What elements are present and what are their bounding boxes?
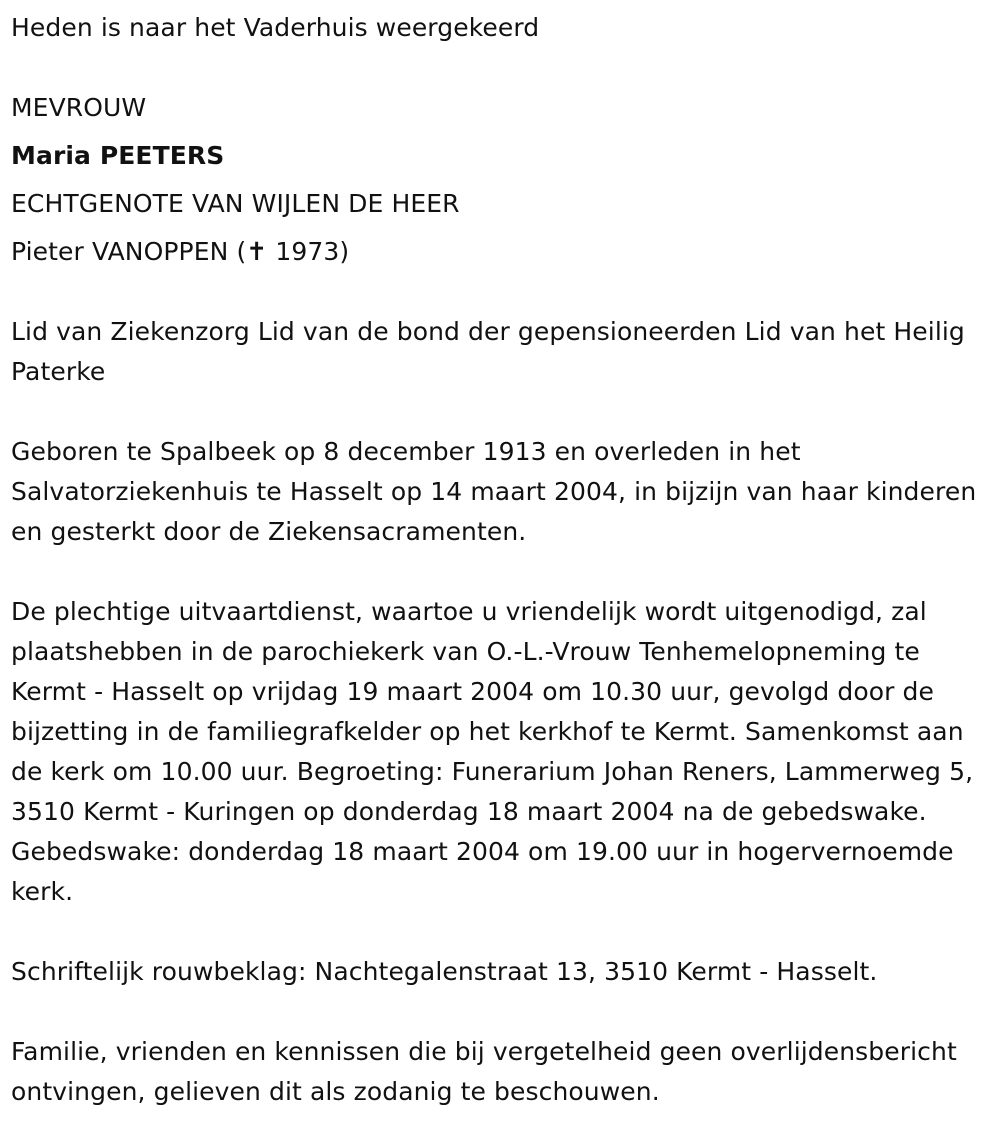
closing-paragraph: Familie, vrienden en kennissen die bij vergetelheid geen overlijdensbericht ontvingen, gelieven dit als zodanig te beschouwen. <box>11 1037 957 1106</box>
relation-text: ECHTGENOTE VAN WIJLEN DE HEER <box>11 189 460 218</box>
funeral-paragraph: De plechtige uitvaartdienst, waartoe u vriendelijk wordt uitgenodigd, zal plaatshebben in de parochiekerk van O.-L.-Vrouw Tenhemelopneming te Kermt - Hasselt op vrijdag 19 maart 2004 om 10.30 uur, gevolgd door de bijzetting in de familiegrafkelder op het kerkhof te Kermt. Samenkomst aan de kerk om 10.00 uur. Begroeting: Funerarium Johan Reners, Lammerweg 5, 3510 Kermt - Kuringen op donderdag 18 maart 2004 na de gebedswake. Gebedswake: donderdag 18 maart 2004 om 19.00 uur in hogervernoemde kerk. <box>11 597 974 906</box>
intro-text: Heden is naar het Vaderhuis weergekeerd <box>11 13 540 42</box>
spouse-name: Pieter VANOPPEN (✝ 1973) <box>11 237 350 266</box>
birth-death-paragraph: Geboren te Spalbeek op 8 december 1913 en overleden in het Salvatorziekenhuis te Hasselt op 14 maart 2004, in bijzijn van haar kinderen en gesterkt door de Ziekensacramenten. <box>11 437 977 546</box>
title-prefix: MEVROUW <box>11 93 147 122</box>
memberships-paragraph: Lid van Ziekenzorg Lid van de bond der gepensioneerden Lid van het Heilig Paterke <box>11 317 965 386</box>
condolences-paragraph: Schriftelijk rouwbeklag: Nachtegalenstraat 13, 3510 Kermt - Hasselt. <box>11 957 878 986</box>
deceased-name: Maria PEETERS <box>11 141 225 170</box>
